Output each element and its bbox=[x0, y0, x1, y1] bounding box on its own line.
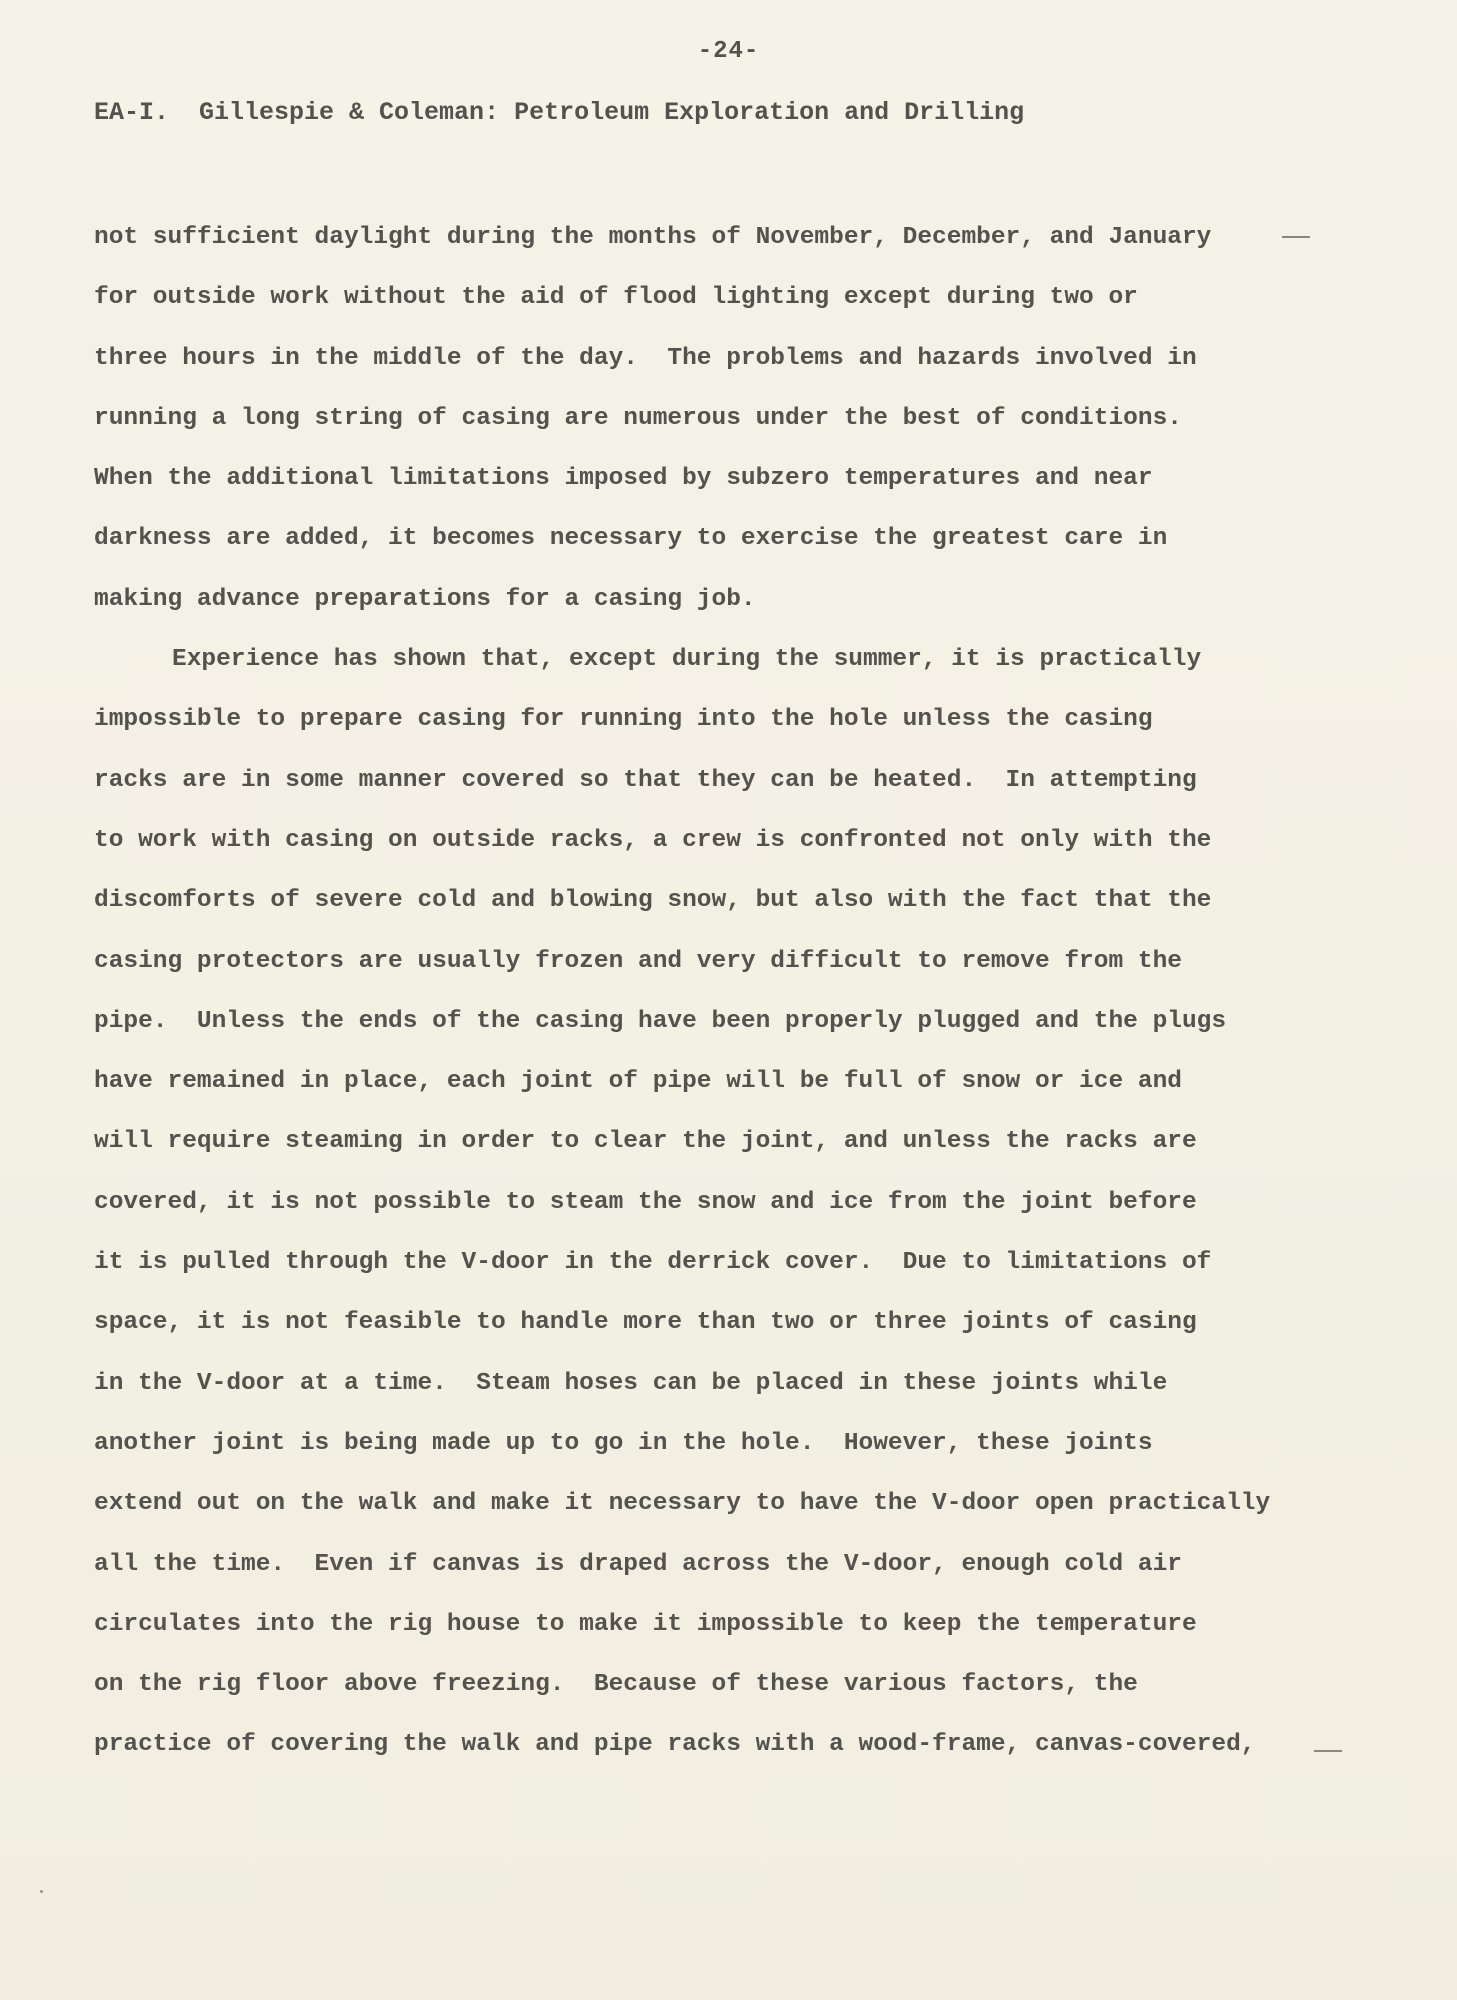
text-line: three hours in the middle of the day. The problems and hazards involved in bbox=[94, 344, 1197, 372]
page-number: -24- bbox=[697, 38, 760, 65]
text-line: another joint is being made up to go in the hole. However, these joints bbox=[94, 1429, 1153, 1457]
text-line: circulates into the rig house to make it impossible to keep the temperature bbox=[94, 1610, 1197, 1638]
text-line: covered, it is not possible to steam the snow and ice from the joint before bbox=[94, 1188, 1197, 1216]
body-text bbox=[94, 220, 1344, 1788]
text-line: in the V-door at a time. Steam hoses can be placed in these joints while bbox=[94, 1369, 1168, 1397]
running-header: EA-I. Gillespie & Coleman: Petroleum Exploration and Drilling bbox=[94, 98, 1025, 127]
text-line: on the rig floor above freezing. Because of these various factors, the bbox=[94, 1671, 1138, 1699]
margin-mark bbox=[1282, 236, 1310, 238]
text-line: darkness are added, it becomes necessary to exercise the greatest care in bbox=[94, 525, 1168, 553]
text-line: pipe. Unless the ends of the casing have been properly plugged and the plugs bbox=[94, 1007, 1227, 1035]
text-line: racks are in some manner covered so that they can be heated. In attempting bbox=[94, 766, 1197, 794]
text-line: not sufficient daylight during the months of November, December, and January bbox=[94, 224, 1212, 251]
text-line: Experience has shown that, except during the summer, it is practically bbox=[172, 646, 1202, 674]
text-line: running a long string of casing are numerous under the best of conditions. bbox=[94, 404, 1182, 432]
margin-mark bbox=[1314, 1750, 1342, 1752]
text-line: for outside work without the aid of flood lighting except during two or bbox=[94, 284, 1138, 312]
text-line: impossible to prepare casing for running into the hole unless the casing bbox=[94, 706, 1153, 734]
text-line: to work with casing on outside racks, a crew is confronted not only with the bbox=[94, 826, 1212, 854]
text-line: it is pulled through the V-door in the derrick cover. Due to limitations of bbox=[94, 1249, 1212, 1277]
text-line: When the additional limitations imposed by subzero temperatures and near bbox=[94, 465, 1153, 493]
text-line: practice of covering the walk and pipe racks with a wood-frame, canvas-covered, bbox=[94, 1731, 1256, 1759]
text-line: extend out on the walk and make it necessary to have the V-door open practically bbox=[94, 1490, 1271, 1518]
text-line: will require steaming in order to clear the joint, and unless the racks are bbox=[94, 1128, 1197, 1156]
text-line: all the time. Even if canvas is draped across the V-door, enough cold air bbox=[94, 1550, 1182, 1578]
text-line: casing protectors are usually frozen and very difficult to remove from the bbox=[94, 947, 1182, 975]
paper-speck bbox=[40, 1890, 43, 1893]
text-line: space, it is not feasible to handle more than two or three joints of casing bbox=[94, 1309, 1197, 1337]
text-line: discomforts of severe cold and blowing snow, but also with the fact that the bbox=[94, 887, 1212, 915]
text-line: making advance preparations for a casing job. bbox=[94, 585, 756, 613]
text-line: have remained in place, each joint of pipe will be full of snow or ice and bbox=[94, 1068, 1182, 1096]
